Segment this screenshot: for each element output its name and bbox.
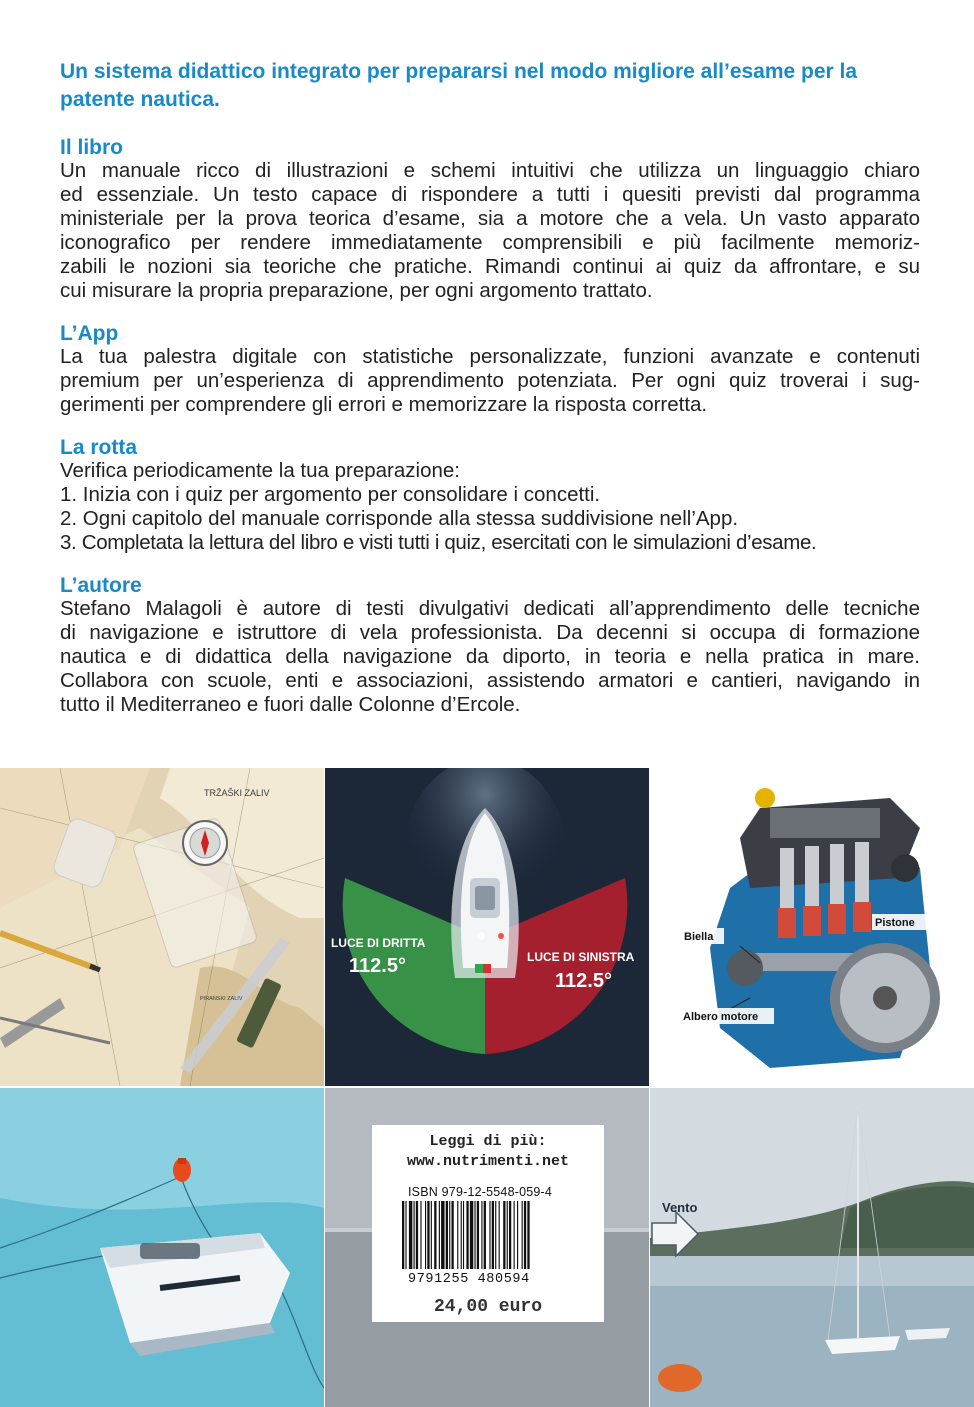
isbn-number: ISBN 979-12-5548-059-4 [408,1185,553,1199]
engine-label-biella: Biella [684,931,714,943]
wind-label: Vento [662,1200,698,1215]
body-line: ed essenziale. Un testo capace di rispondere a tutti i quesiti previsti dal programma [60,183,920,206]
section-autore [60,575,920,717]
engine-label-albero: Albero motore [683,1011,759,1023]
body-line: di navigazione e istruttore di vela professionista. Da decenni si occupa di formazione [60,621,920,644]
intro-line: patente nautica. [60,88,220,111]
list-item: 1. Inizia con i quiz per argomento per consolidare i concetti. [60,483,601,506]
barcode-digits: 9791255 480594 [408,1272,530,1287]
section-title: Il libro [60,136,123,159]
port-label: LUCE DI SINISTRA [527,950,635,964]
publisher-url[interactable]: www.nutrimenti.net [406,1153,570,1170]
intro-line: Un sistema didattico integrato per prepararsi nel modo migliore all’esame per la [60,60,858,83]
engine-image [650,768,974,1086]
body-line: tutto il Mediterraneo e fuori dalle Colonne d’Ercole. [60,693,521,716]
price: 24,00 euro [433,1297,543,1317]
section-list [60,459,920,555]
section-rotta [60,437,920,555]
port-value: 112.5° [555,970,612,992]
section-title: La rotta [60,436,138,459]
barcode-label [372,1125,604,1322]
body-line: gerimenti per comprendere gli errori e memorizzare la risposta corretta. [60,393,708,416]
list-item: 2. Ogni capitolo del manuale corrisponde alla stessa suddivisione nell’App. [60,507,739,530]
section-body [60,597,920,717]
intro-headline [60,58,920,114]
chart-label: TRŽAŠKI ZALIV [204,788,270,798]
barcode-icon [402,1201,574,1273]
section-libro [60,137,920,303]
starboard-label: LUCE DI DRITTA [331,936,426,950]
section-body [60,345,920,417]
list-item: Verifica periodicamente la tua preparazione: [60,459,460,482]
sailboat-image [650,1088,974,1407]
starboard-value: 112.5° [349,955,406,977]
nautical-chart-image [0,768,324,1086]
body-line: ministeriale per la prova teorica d’esame, sia a motore che a vela. Un vasto apparato [60,207,920,230]
section-title: L’App [60,322,119,345]
chart-label-2: PIRANSKI ZALIV [200,996,243,1002]
back-cover-text [60,58,920,737]
body-line: Collabora con scuole, enti e associazioni, assistendo armatori e cantieri, navigando in [60,669,920,692]
navigation-lights-image [325,768,649,1086]
body-line: iconografico per rendere immediatamente comprensibili e più facilmente memoriz- [60,231,920,254]
section-body [60,159,920,303]
section-app [60,323,920,417]
body-line: La tua palestra digitale con statistiche personalizzate, funzioni avanzate e contenuti [60,345,920,368]
body-line: Un manuale ricco di illustrazioni e schemi intuitivi che utilizza un linguaggio chiaro [60,159,920,182]
section-title: L’autore [60,574,142,597]
body-line: cui misurare la propria preparazione, per ogni argomento trattato. [60,279,653,302]
engine-label-pistone: Pistone [875,917,915,929]
body-line: Stefano Malagoli è autore di testi divulgativi dedicati all’apprendimento delle tecniche [60,597,920,620]
body-line: zabili le nozioni sia teoriche che pratiche. Rimandi continui ai quiz da affrontare, e su [60,255,920,278]
list-item: 3. Completata la lettura del libro e visti tutti i quiz, esercitati con le simulazioni d’esame. [60,531,817,554]
read-more-text: Leggi di più: [429,1133,547,1150]
body-line: nautica e di didattica della navigazione da diporto, in teoria e nella pratica in mare. [60,645,920,668]
moored-boat-image [0,1088,324,1407]
body-line: premium per un’esperienza di apprendimento potenziata. Per ogni quiz troverai i sug- [60,369,920,392]
